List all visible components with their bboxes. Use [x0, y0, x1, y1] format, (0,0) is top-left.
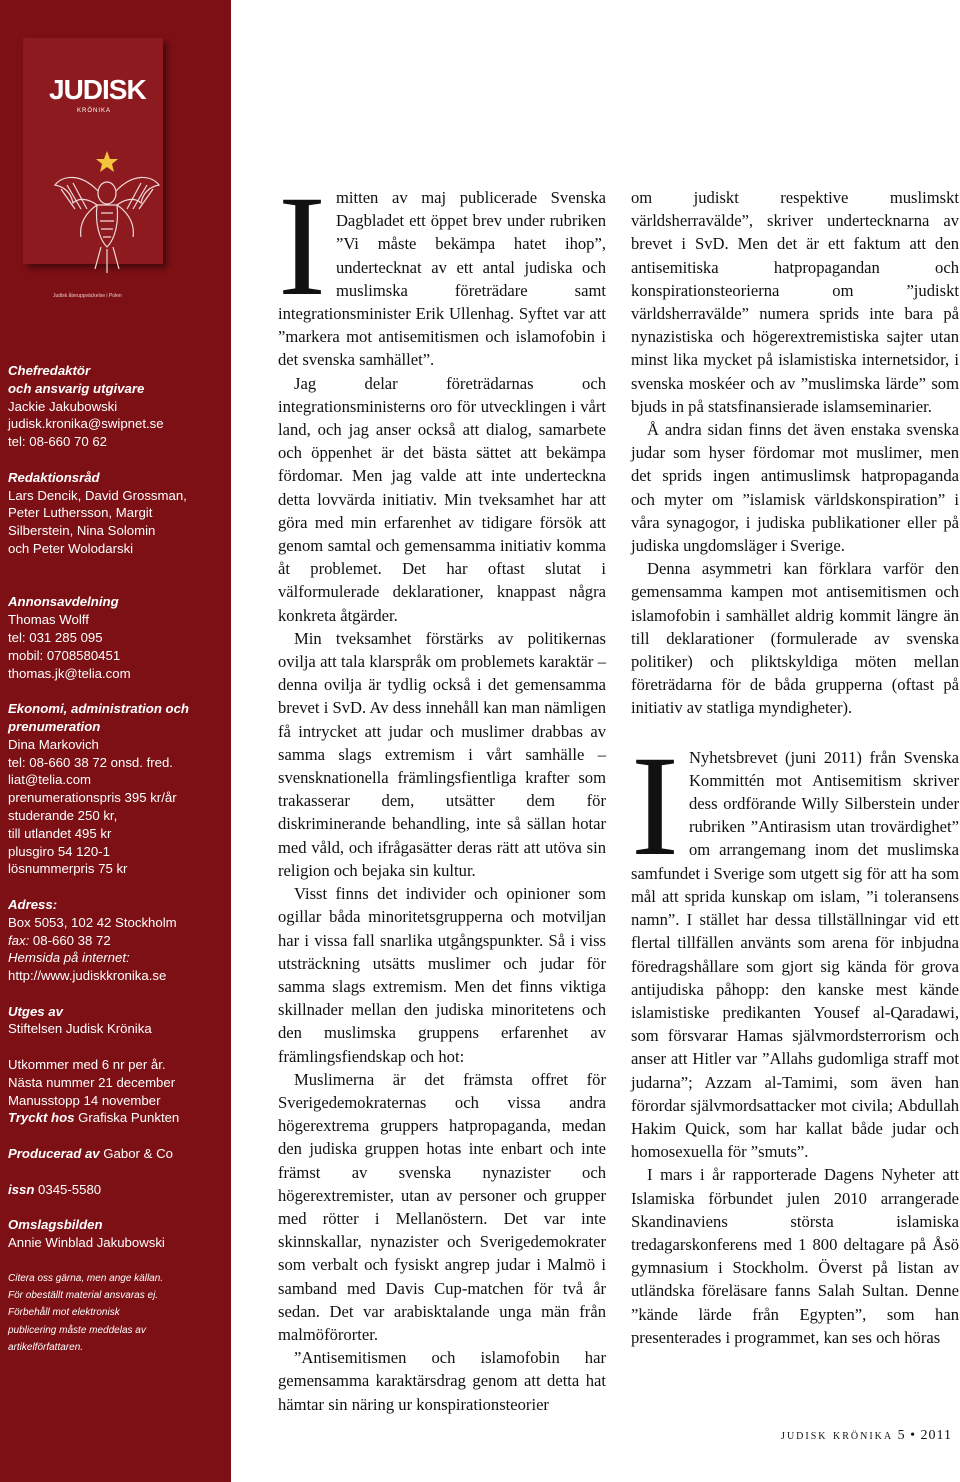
masthead-line: Annonsavdelning: [8, 594, 119, 610]
cover-thumbnail: [23, 38, 163, 299]
masthead-line: Peter Luthersson, Margit: [8, 505, 153, 521]
paragraph: Muslimerna är det främsta offret för Sverigedemokraternas och vissa andra högerextrema gruppers hatpropaganda, medan den judiska gruppen hotas inte enbart och inte främst av svenska nynazister och högerextremister, utan av personer och grupper med rötter i Mellanöstern. Det var inte skinnskallar, nynazister och Sverigedemokrater som verbalt och fysiskt angrep judar i Malmö i samband med Davis Cup-matchen för två år sedan. Det var arabisktalande unga män från malmöförorter.: [278, 1069, 606, 1344]
cover-subtitle: KRÖNIKA: [77, 108, 112, 114]
masthead-line: och Peter Wolodarski: [8, 540, 134, 556]
masthead-line: tel: 031 285 095: [8, 629, 103, 645]
paragraph: Visst finns det individer och opinioner som ogillar båda minoritetsgrupperna och motviljan har i vissa fall snarlika utgångspunkter. Så i viss utsträckning utsätts muslimer och judar för samma slags extremism. Men det finns viktiga skillnader mellan den judiska minoritetens och den muslimska gruppens erfarenhet av främlingsfiendskap och hot:: [278, 884, 606, 1066]
drop-cap: I: [278, 167, 326, 326]
masthead-line: Nästa nummer 21 december: [8, 1074, 176, 1090]
masthead-line: lösnummerpris 75 kr: [8, 861, 128, 877]
masthead-line: judisk.kronika@swipnet.se: [8, 416, 164, 432]
masthead-line: studerande 250 kr,: [8, 807, 118, 823]
masthead-line: Adress:: [8, 896, 58, 912]
footer-bullet: •: [910, 1428, 917, 1443]
masthead-line: mobil: 0708580451: [8, 647, 121, 663]
footer-publication: judisk krönika: [781, 1428, 894, 1443]
masthead-line: För obeställt material ansvaras ej.: [8, 1290, 159, 1302]
footer-issue: 5: [897, 1428, 906, 1443]
masthead-text: [8, 362, 224, 1357]
paragraph: Nyhetsbrevet (juni 2011) från Svenska Kommittén mot Antisemitism skriver dess ordförande Willy Silberstein under rubriken ”Antirasism utan trovärdighet” om arrangemang inom det muslimska samfundet i Sverige som utgett sig för att ha som mål att sprida kunskap om islam, ”i toleransens namn”. I stället har dessa tillställningar vid ett flertal tillfällen använts som arena för inbjudna föredragshållare som gjort sig kända för grova antijudiska påhopp: den kanske mest kände islamistiske predikanten Yousef al-Qaradawi, som försvarar Hamas självmordsterrorism och anser att Hitler var ”Allahs gudomliga straff mot judarna”; Azzam al-Tamimi, som även han förordar självmordsattacker mot civila; Abdullah Hakim Quick, som har kallat både judar och homosexuella för ”smuts”.: [631, 747, 959, 1162]
masthead-line: Stiftelsen Judisk Krönika: [8, 1021, 152, 1037]
masthead-line: plusgiro 54 120-1: [8, 843, 110, 859]
drop-cap: I: [631, 726, 679, 886]
masthead-line: Hemsida på internet:: [8, 950, 130, 966]
masthead-line: http://www.judiskkronika.se: [8, 968, 167, 984]
masthead-line: Chefredaktör: [8, 363, 91, 378]
paragraph: mitten av maj publicerade Svenska Dagbladet ett öppet brev under rubriken ”Vi måste bekämpa hatet ihop”, undertecknat av ett antal judiska och muslimska företrädare samt integrationsminister Erik Ullenhag. Syftet var att ”markera mot antisemitismen och islamofobin i det svenska samhället”.: [278, 188, 606, 370]
masthead-line: publicering måste meddelas av: [8, 1324, 146, 1336]
paragraph: Jag delar företrädarnas och integrationsministerns oro för utvecklingen i vårt land, och jag anser också att dialog, samarbete och öppenhet är det bästa sättet att bekämpa fördomar. Men jag valde att inte underteckna detta lovvärda initiativ. Min tveksamhet har att göra med min erfarenhet av tidigare försök att genom samtal och gemensamma initiativ komma åt problemet. Det har oftast slutat i välformulerade deklarationer, knappast några konkreta åtgärder.: [278, 373, 606, 625]
masthead-line: liat@telia.com: [8, 772, 92, 788]
masthead-line: tel: 08-660 38 72 onsd. fred.: [8, 754, 173, 770]
masthead-line: Förbehåll mot elektronisk: [8, 1307, 120, 1319]
masthead-line: Utkommer med 6 nr per år.: [8, 1057, 166, 1073]
masthead-line: prenumerationspris 395 kr/år: [8, 790, 177, 806]
masthead-line: Omslagsbilden: [8, 1217, 103, 1233]
masthead-line: Box 5053, 102 42 Stockholm: [8, 914, 177, 930]
masthead-line: prenumeration: [8, 718, 101, 734]
article-column-2: [631, 186, 959, 1349]
page-footer: [781, 1428, 952, 1444]
article-column-1: [278, 167, 606, 1416]
paragraph: I mars i år rapporterade Dagens Nyheter att Islamiska förbundet julen 2010 arrangerade Skandinaviens största islamiska tredagarskonferens med 1 800 deltagare på Åsö gymnasium i Stockholm. Överst på listan av utländska föreläsare fanns Salah Sultan. Denne ”kände lärde från Egypten”, som han presenterades i programmet, kan ses och höras: [631, 1165, 959, 1347]
masthead-line: issn 0345-5580: [8, 1181, 102, 1197]
masthead-line: Lars Dencik, David Grossman,: [8, 487, 187, 503]
masthead-line: Manusstopp 14 november: [8, 1092, 161, 1108]
paragraph: om judiskt respektive muslimskt världsherravälde”, skriver undertecknarna av brevet i SvD. Men det är ett faktum att den antisemitiska hatpropagandan och konspirationsteorierna om ”judiskt världsherravälde” numera sprids inte bara på nynazistiska och högerextremistiska sajter utan minst lika mycket på islamistiska internetsidor, i svenska moskéer och av ”muslimska lärde” som bjuds in på statsfinansierade islamseminarier.: [631, 188, 959, 416]
masthead-line: tel: 08-660 70 62: [8, 434, 107, 450]
masthead-line: fax: 08-660 38 72: [8, 932, 111, 948]
masthead-sidebar: [0, 0, 231, 1482]
masthead-line: Citera oss gärna, men ange källan.: [8, 1272, 164, 1284]
paragraph: ”Antisemitismen och islamofobin har gemensamma karaktärsdrag genom att detta hat hämtar sin näring ur konspirationsteorier: [278, 1348, 606, 1414]
masthead-line: Tryckt hos Grafiska Punkten: [8, 1110, 180, 1126]
masthead-line: Annie Winblad Jakubowski: [8, 1235, 165, 1251]
masthead-line: Jackie Jakubowski: [8, 398, 118, 414]
masthead-line: Utges av: [8, 1003, 63, 1019]
masthead-line: thomas.jk@telia.com: [8, 665, 131, 681]
masthead-line: till utlandet 495 kr: [8, 825, 112, 841]
masthead-line: artikelförfattaren.: [8, 1342, 84, 1354]
masthead-line: Redaktionsråd: [8, 469, 100, 485]
eagle-icon: [51, 113, 163, 283]
masthead-line: och ansvarig utgivare: [8, 380, 145, 396]
paragraph: Å andra sidan finns det även enstaka svenska judar som hyser fördomar mot muslimer, men det sprids ingen antimuslimsk hatpropaganda och myter om ”islamisk världskonspiration” i våra synagogor, i judiska publikationer eller på judiska ungdomsläger i Sverige.: [631, 420, 959, 556]
paragraph: Min tveksamhet förstärks av politikernas ovilja att tala klarspråk om problemets karaktär – denna ovilja är tydlig också i det gemensamma brevet i SvD. Av dess innehåll kan man nämligen få intrycket att judar och muslimer drabbas av samma slags extremism i vårt samhälle – svensknationella främlingsfientliga krafter som trakasserar dem, utsätter dem för diskriminerande behandling, inte så sällan hotar med våld, och ifrågasätter deras rätt att utöva sin religion och bejaka sin kultur.: [278, 628, 606, 880]
masthead-line: Producerad av Gabor & Co: [8, 1146, 173, 1162]
paragraph: Denna asymmetri kan förklara varför den gemensamma kampen mot antisemitismen och islamofobin i samhället aldrig kommit längre än till deklarationer (formulerade av svenska politiker) och pliktskyldiga möten mellan företrädarna för de båda grupperna (oftast på initiativ av statliga myndigheter).: [631, 559, 959, 718]
footer-year: 2011: [920, 1428, 952, 1443]
cover-logo: JUDISK: [49, 74, 146, 105]
cover-tagline: Judisk återuppväckelse i Polen: [53, 293, 122, 299]
masthead-line: Thomas Wolff: [8, 612, 89, 628]
masthead-line: Ekonomi, administration och: [8, 701, 189, 717]
masthead-line: Dina Markovich: [8, 736, 99, 752]
masthead-line: Silberstein, Nina Solomin: [8, 523, 156, 539]
